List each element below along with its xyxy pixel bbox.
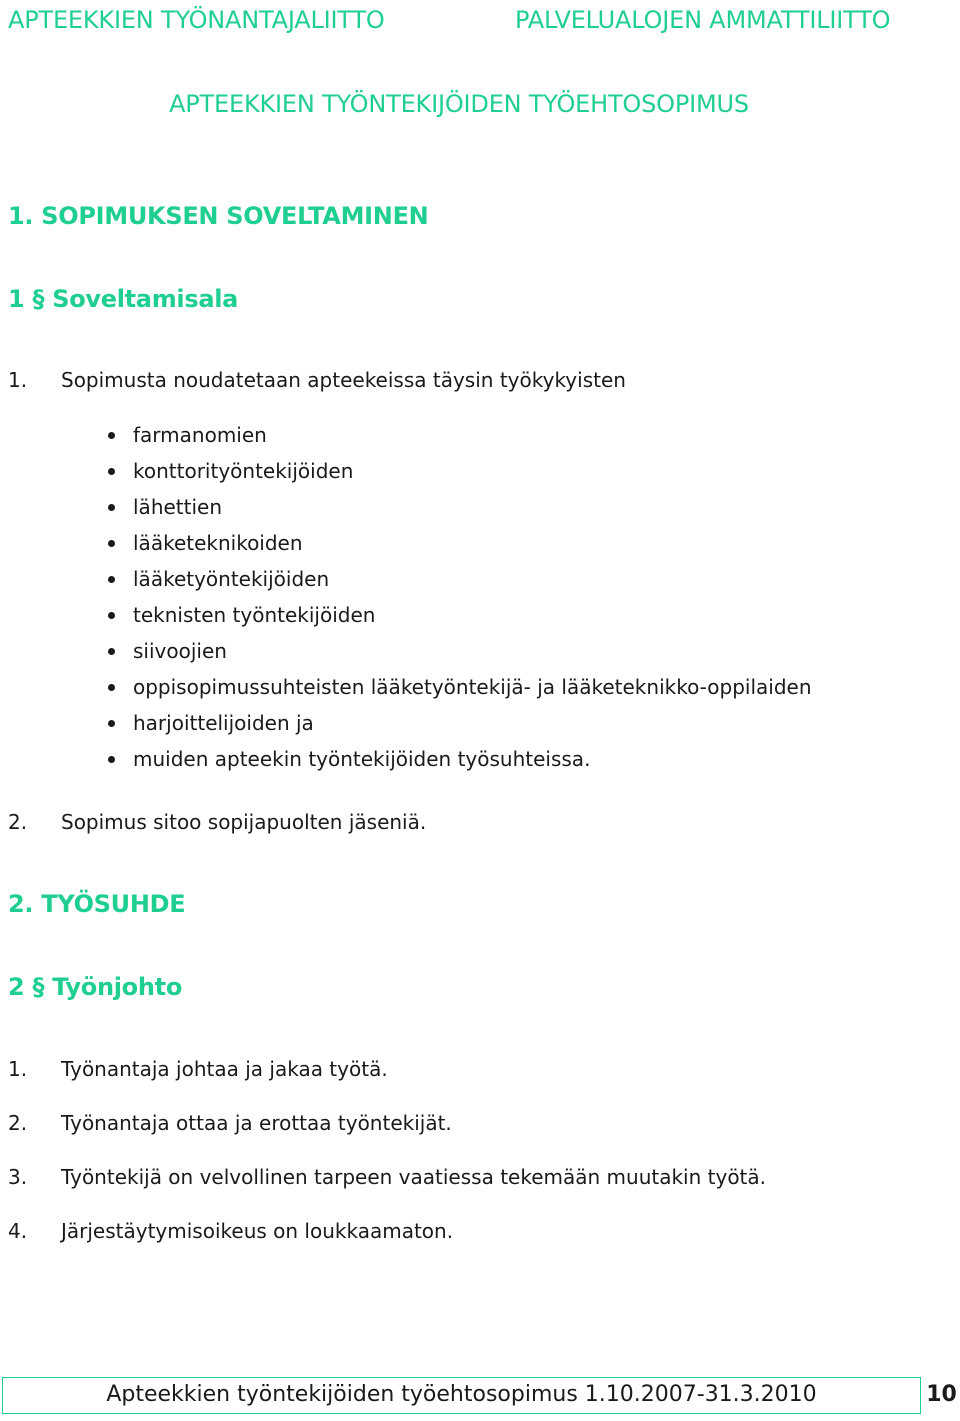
paragraph-text: Sopimusta noudatetaan apteekeissa täysin työkykyisten [61,368,626,392]
subsection-heading-2: 2 § Työnjohto [8,973,183,1001]
paragraph-text: Sopimus sitoo sopijapuolten jäseniä. [61,810,427,834]
list-item: teknisten työntekijöiden [103,602,812,638]
list-item: lähettien [103,494,812,530]
item-number: 4. [8,1219,28,1243]
bullet-icon [108,540,115,547]
bullet-icon [108,504,115,511]
item-text: Työnantaja ottaa ja erottaa työntekijät. [61,1111,452,1135]
list-item: siivoojien [103,638,812,674]
bullet-icon [108,684,115,691]
bullet-icon [108,432,115,439]
item-text: Työnantaja johtaa ja jakaa työtä. [61,1057,388,1081]
bullet-icon [108,720,115,727]
header-left-org: APTEEKKIEN TYÖNANTAJALIITTO [8,6,385,34]
paragraph-1 [8,368,626,392]
item-text: Työntekijä on velvollinen tarpeen vaatiessa tekemään muutakin työtä. [61,1165,767,1189]
list-item: oppisopimussuhteisten lääketyöntekijä- ja lääketeknikko-oppilaiden [103,674,812,710]
subsection-heading-1: 1 § Soveltamisala [8,285,239,313]
list-item: farmanomien [103,422,812,458]
bullet-icon [108,612,115,619]
bullet-icon [108,576,115,583]
item-text: Järjestäytymisoikeus on loukkaamaton. [61,1219,454,1243]
list-item: muiden apteekin työntekijöiden työsuhteissa. [103,746,812,782]
section-heading-2: 2. TYÖSUHDE [8,890,186,918]
paragraph-number: 1. [8,368,28,392]
paragraph-number: 2. [8,810,28,834]
page-number: 10 [926,1382,957,1407]
list-item: harjoittelijoiden ja [103,710,812,746]
section-heading-1: 1. SOPIMUKSEN SOVELTAMINEN [8,202,429,230]
document-title: APTEEKKIEN TYÖNTEKIJÖIDEN TYÖEHTOSOPIMUS [169,90,749,118]
list-item: lääketeknikoiden [103,530,812,566]
numbered-item [8,1111,452,1135]
bullet-icon [108,648,115,655]
bullet-list [103,422,812,782]
header-right-org: PALVELUALOJEN AMMATTILIITTO [515,6,891,34]
numbered-item [8,1165,766,1189]
numbered-item [8,1057,388,1081]
item-number: 2. [8,1111,28,1135]
footer-text: Apteekkien työntekijöiden työehtosopimus 1.10.2007-31.3.2010 [106,1382,817,1407]
item-number: 3. [8,1165,28,1189]
paragraph-2 [8,810,426,834]
bullet-icon [108,468,115,475]
bullet-icon [108,756,115,763]
list-item: konttorityöntekijöiden [103,458,812,494]
item-number: 1. [8,1057,28,1081]
numbered-item [8,1219,453,1243]
list-item: lääketyöntekijöiden [103,566,812,602]
